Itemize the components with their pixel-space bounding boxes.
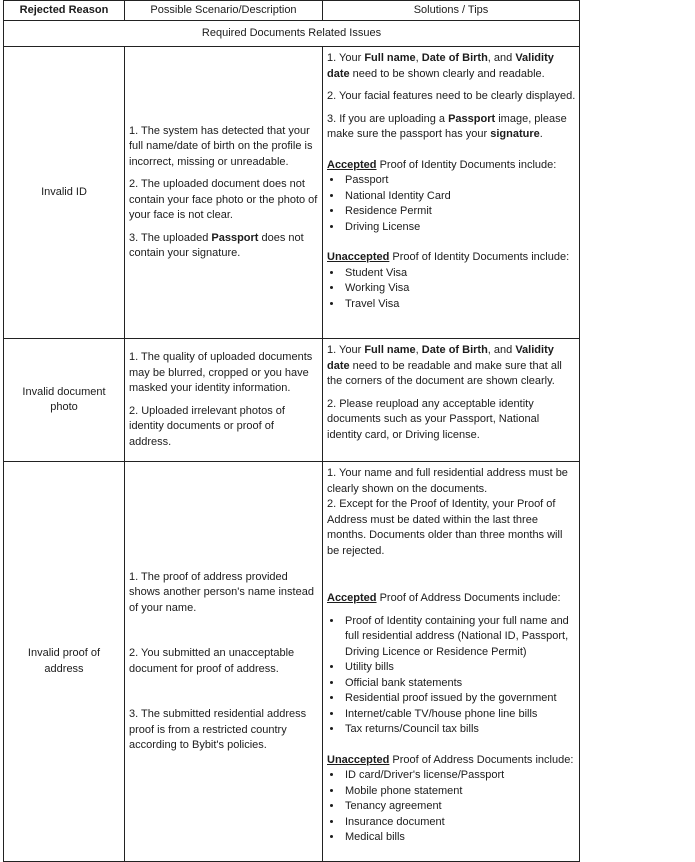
underline: Unaccepted xyxy=(327,251,390,263)
text-segment: 2. Uploaded irrelevant photos of identity documents or proof of address. xyxy=(129,404,285,448)
list-item: • Tax returns/Council tax bills xyxy=(343,722,577,738)
text-segment: does not contain your signature. xyxy=(129,231,304,259)
scenario-cell xyxy=(125,47,323,339)
scenario-cell xyxy=(125,462,323,862)
text-segment: 1. The system has detected that your full name/date of birth on the profile is incorrect, missing or unreadable. xyxy=(129,124,313,168)
text-segment: , xyxy=(415,344,422,356)
list-item: • Internet/cable TV/house phone line bills xyxy=(343,707,577,723)
header-rejected-reason: Rejected Reason xyxy=(4,1,125,21)
text-segment: 1. The proof of address provided shows another person's name instead of your name. xyxy=(129,570,314,614)
text-segment: Proof of Address Documents include: xyxy=(376,592,561,604)
solution-paragraph xyxy=(327,466,577,497)
text-segment: 1. Your name and full residential address must be clearly shown on the documents. xyxy=(327,467,568,495)
bold-text: Validity date xyxy=(327,344,554,372)
solution-paragraph xyxy=(327,591,577,607)
underline: Accepted xyxy=(327,592,377,604)
scenario-paragraph xyxy=(129,570,319,617)
rejected-reason-cell: Invalid document photo xyxy=(4,339,125,462)
solution-paragraph xyxy=(327,51,577,82)
list-item: • Residence Permit xyxy=(343,204,577,220)
bold-text: Date of Birth xyxy=(421,52,488,64)
bold-text: Validity date xyxy=(327,52,554,80)
solutions-cell xyxy=(323,339,580,462)
text-segment: 3. If you are uploading a xyxy=(327,112,449,125)
bold-text: Full name xyxy=(364,52,416,64)
underlined-label xyxy=(327,159,377,171)
text-segment: , and xyxy=(487,344,516,356)
bold-text: signature xyxy=(490,128,540,140)
bold-text: Passport xyxy=(211,231,259,244)
underlined-label xyxy=(327,754,389,766)
bold-text: Date of Birth xyxy=(421,344,488,356)
list-item: • National Identity Card xyxy=(343,189,577,205)
rejected-reason-cell: Invalid ID xyxy=(4,47,125,339)
bold-text: Full name xyxy=(364,344,416,356)
text-segment: 2. Except for the Proof of Identity, your Proof of Address must be dated within the last three months. Documents older than three months will be rejected. xyxy=(327,498,563,557)
text-segment: 2. Your facial features need to be clearly displayed. xyxy=(327,90,576,102)
solution-paragraph xyxy=(327,343,577,390)
list-item: • Utility bills xyxy=(343,660,577,676)
bold-text: Passport xyxy=(448,112,496,125)
table-row xyxy=(4,339,580,462)
solution-paragraph xyxy=(327,112,577,143)
solution-paragraph xyxy=(327,497,577,559)
header-solutions: Solutions / Tips xyxy=(323,1,580,21)
text-segment: 1. Your xyxy=(327,344,365,356)
scenario-paragraph xyxy=(129,350,319,397)
section-row xyxy=(4,21,580,47)
rejected-reason-cell: Invalid proof of address xyxy=(4,462,125,862)
text-segment: Proof of Address Documents include: xyxy=(389,753,574,766)
solution-paragraph xyxy=(327,753,577,769)
list-item: • ID card/Driver's license/Passport xyxy=(343,768,577,784)
underline: Accepted xyxy=(327,158,377,171)
list-item: • Student Visa xyxy=(343,266,577,282)
underlined-label xyxy=(327,592,377,604)
scenario-paragraph xyxy=(129,177,319,224)
list-item: • Driving License xyxy=(343,220,577,236)
solution-paragraph xyxy=(327,397,577,444)
table-row xyxy=(4,462,580,862)
text-segment: 1. Your xyxy=(327,52,365,64)
list-item: • Residential proof issued by the government xyxy=(343,691,577,707)
scenario-paragraph xyxy=(129,646,319,677)
list-item: • Tenancy agreement xyxy=(343,799,577,815)
text-segment: , and xyxy=(487,52,516,64)
list-item: • Medical bills xyxy=(343,830,577,846)
solution-paragraph xyxy=(327,158,577,174)
table-header-row xyxy=(4,1,580,21)
section-title: Required Documents Related Issues xyxy=(4,21,580,47)
text-segment: 3. The uploaded xyxy=(129,231,212,244)
list-item: • Insurance document xyxy=(343,815,577,831)
solution-paragraph xyxy=(327,89,577,105)
scenario-cell xyxy=(125,339,323,462)
text-segment: , xyxy=(415,52,422,64)
scenario-paragraph xyxy=(129,707,319,754)
underlined-label xyxy=(327,251,389,263)
rejection-reasons-table xyxy=(3,0,580,862)
solution-paragraph xyxy=(327,250,577,266)
text-segment: 3. The submitted residential address proof is from a restricted country according to Bybit's policies. xyxy=(129,708,307,751)
text-segment: image, please make sure the passport has your xyxy=(327,112,567,140)
list-item: • Proof of Identity containing your full name and full residential address (National ID, Passport, Driving Licence or Residence Permit) xyxy=(343,614,577,661)
scenario-paragraph xyxy=(129,231,319,262)
list-item: • Official bank statements xyxy=(343,676,577,692)
list-item: • Travel Visa xyxy=(343,297,577,313)
underline: Unaccepted xyxy=(327,753,390,766)
text-segment: need to be readable and make sure that all the corners of the document are shown clearly. xyxy=(327,359,562,387)
list-item: • Working Visa xyxy=(343,281,577,297)
solutions-cell xyxy=(323,462,580,862)
list-item: • Passport xyxy=(343,173,577,189)
text-segment: 2. The uploaded document does not contain your face photo or the photo of your face is not clear. xyxy=(129,178,318,221)
document-list xyxy=(327,266,577,313)
solutions-cell xyxy=(323,47,580,339)
scenario-paragraph xyxy=(129,404,319,451)
text-segment: . xyxy=(539,128,543,140)
document-list xyxy=(327,614,577,738)
document-list xyxy=(327,768,577,846)
text-segment: 1. The quality of uploaded documents may be blurred, cropped or you have masked your identity information. xyxy=(129,351,313,394)
text-segment: Proof of Identity Documents include: xyxy=(389,251,570,263)
table-row xyxy=(4,47,580,339)
scenario-paragraph xyxy=(129,124,319,171)
text-segment: 2. You submitted an unacceptable document for proof of address. xyxy=(129,647,295,675)
list-item: • Mobile phone statement xyxy=(343,784,577,800)
header-scenario: Possible Scenario/Description xyxy=(125,1,323,21)
text-segment: Proof of Identity Documents include: xyxy=(376,158,557,171)
text-segment: need to be shown clearly and readable. xyxy=(349,67,545,80)
document-list xyxy=(327,173,577,235)
text-segment: 2. Please reupload any acceptable identity documents such as your Passport, National identity card, or Driving license. xyxy=(327,397,540,441)
